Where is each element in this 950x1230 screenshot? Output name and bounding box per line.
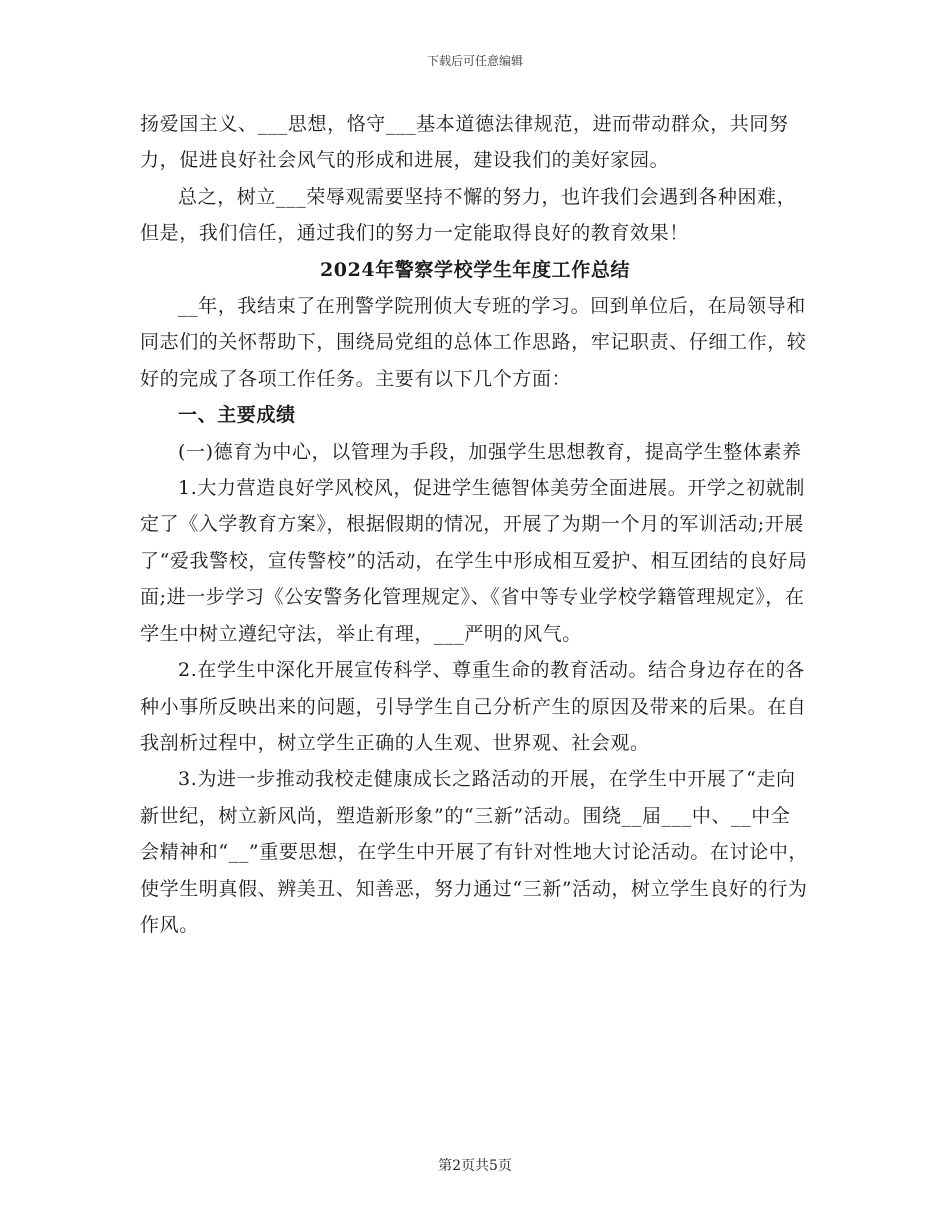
document-body xyxy=(140,106,810,943)
section-subheading: (一)德育为中心，以管理为手段，加强学生思想教育，提高学生整体素养 xyxy=(178,440,802,463)
document-title: 2024年警察学校学生年度工作总结 xyxy=(319,258,631,281)
paragraph-continued: 扬爱国主义、___思想，恪守___基本道德法律规范，进而带动群众，共同努力，促进良好社会风气的形成和进展，建设我们的美好家园。 xyxy=(140,113,789,172)
list-item: 3.为进一步推动我校走健康成长之路活动的开展，在学生中开展了“走向新世纪，树立新风尚，塑造新形象”的“三新”活动。围绕__届___中、__中全会精神和“__”重要思想，在学生中开展了有针对性地大讨论活动。在讨论中，使学生明真假、辨美丑、知善恶，努力通过“三新”活动，树立学生良好的行为作风。 xyxy=(140,768,809,936)
paragraph-conclusion: 总之，树立___荣辱观需要坚持不懈的努力，也许我们会遇到各种困难，但是，我们信任，通过我们的努力一定能取得良好的教育效果！ xyxy=(140,185,797,245)
list-item: 1.大力营造良好学风校风，促进学生德智体美劳全面进展。开学之初就制定了《入学教育方案》，根据假期的情况，开展了为期一个月的军训活动;开展了“爱我警校，宣传警校”的活动，在学生中形成相互爱护、相互团结的良好局面;进一步学习《公安警务化管理规定》、《省中等专业学校学籍管理规定》，在学生中树立遵纪守法，举止有理，___严明的风气。 xyxy=(140,477,808,645)
list-item: 2.在学生中深化开展宣传科学、尊重生命的教育活动。结合身边存在的各种小事所反映出来的问题，引导学生自己分析产生的原因及带来的后果。在自我剖析过程中，树立学生正确的人生观、世界观、社会观。 xyxy=(140,659,807,754)
page-number: 第2页共5页 xyxy=(438,1158,512,1174)
paragraph-intro: __年，我结束了在刑警学院刑侦大专班的学习。回到单位后，在局领导和同志们的关怀帮助下，围绕局党组的总体工作思路，牢记职责、仔细工作，较好的完成了各项工作任务。主要有以下几个方面： xyxy=(140,295,807,390)
section-heading: 一、主要成绩 xyxy=(178,404,296,427)
header-note: 下载后可任意编辑 xyxy=(426,54,523,68)
